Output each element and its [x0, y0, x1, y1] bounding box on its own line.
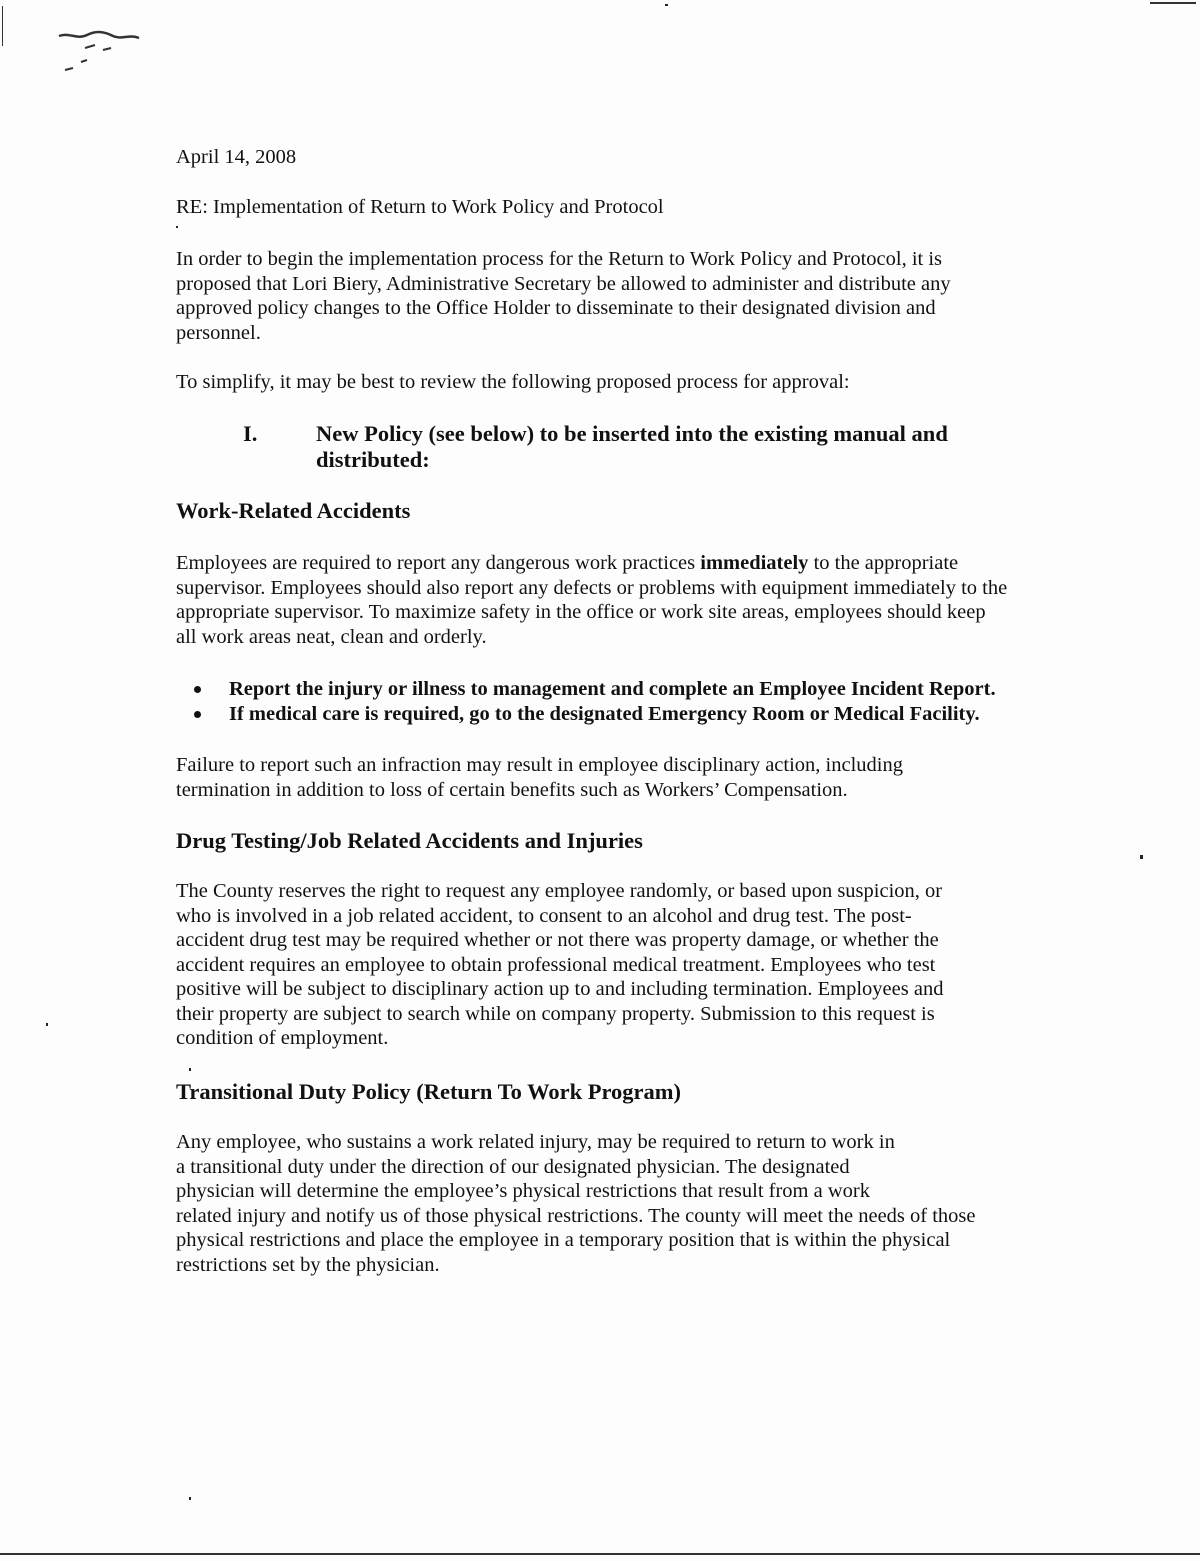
transitional-line: physician will determine the employee’s physical restrictions that result from a work	[176, 1180, 870, 1202]
transitional-line: a transitional duty under the direction of our designated physician. The designated	[176, 1155, 850, 1178]
scan-edge-bottom	[0, 1553, 1200, 1555]
work-related-line: supervisor. Employees should also report any defects or problems with equipment immediately to the	[176, 576, 1008, 599]
drug-testing-line: their property are subject to search while on company property. Submission to this request is	[176, 1002, 935, 1025]
scan-speck	[1140, 855, 1143, 859]
drug-testing-line: accident requires an employee to obtain professional medical treatment. Employees who test	[176, 953, 936, 976]
work-related-paragraph	[176, 551, 1007, 649]
drug-testing-heading: Drug Testing/Job Related Accidents and Injuries	[176, 828, 643, 853]
emphasis-immediately: immediately	[700, 552, 809, 574]
letter-date: April 14, 2008	[176, 146, 297, 168]
simplify-paragraph: To simplify, it may be best to review the following proposed process for approval:	[176, 371, 850, 393]
work-related-heading: Work-Related Accidents	[176, 498, 411, 523]
drug-testing-paragraph	[176, 879, 943, 1051]
work-related-line: all work areas neat, clean and orderly.	[176, 625, 487, 648]
bullet-text: Report the injury or illness to management and complete an Employee Incident Report.	[229, 678, 996, 700]
intro-line: In order to begin the implementation process for the Return to Work Policy and Protocol, it is	[176, 248, 943, 270]
list-item	[194, 677, 1054, 702]
bullet-text: If medical care is required, go to the designated Emergency Room or Medical Facility.	[229, 703, 980, 725]
work-related-line	[176, 551, 1007, 576]
intro-line: personnel.	[176, 321, 261, 344]
work-related-text: Employees are required to report any dangerous work practices	[176, 552, 701, 574]
intro-paragraph	[176, 247, 951, 345]
transitional-line: physical restrictions and place the employee in a temporary position that is within the physical	[176, 1229, 951, 1251]
scan-speck	[189, 1497, 191, 1500]
letter-subject: RE: Implementation of Return to Work Policy and Protocol	[176, 196, 664, 218]
section-title	[316, 421, 948, 473]
bullet-icon	[194, 686, 201, 693]
failure-line: Failure to report such an infraction may result in employee disciplinary action, including	[176, 754, 903, 776]
scan-speck	[46, 1023, 48, 1026]
drug-testing-line: The County reserves the right to request any employee randomly, or based upon suspicion, or	[176, 880, 943, 902]
section-numeral: I.	[243, 421, 258, 446]
transitional-heading: Transitional Duty Policy (Return To Work Program)	[176, 1079, 682, 1104]
drug-testing-line: accident drug test may be required whether or not there was property damage, or whether the	[176, 929, 939, 951]
drug-testing-line: positive will be subject to disciplinary action up to and including termination. Employees and	[176, 978, 944, 1000]
failure-line: termination in addition to loss of certain benefits such as Workers’ Compensation.	[176, 778, 848, 801]
scan-speck	[189, 1068, 191, 1071]
scan-edge-left	[2, 6, 3, 46]
transitional-paragraph	[176, 1130, 976, 1277]
drug-testing-line: who is involved in a job related accident, to consent to an alcohol and drug test. The post-	[176, 904, 912, 927]
transitional-line: restrictions set by the physician.	[176, 1253, 440, 1276]
work-related-line: appropriate supervisor. To maximize safety in the office or work site areas, employees should keep	[176, 601, 986, 623]
scan-speck	[665, 4, 668, 6]
transitional-line: Any employee, who sustains a work related injury, may be required to return to work in	[176, 1131, 895, 1153]
scan-speck	[176, 226, 178, 228]
section-title-line: New Policy (see below) to be inserted into the existing manual and	[316, 421, 948, 446]
bullet-icon	[194, 711, 201, 718]
scan-edge-top-right	[1150, 2, 1196, 4]
bullet-list	[194, 677, 1054, 727]
handwritten-mark-icon	[55, 26, 150, 81]
drug-testing-line: condition of employment.	[176, 1027, 389, 1049]
failure-paragraph	[176, 753, 903, 802]
transitional-line: related injury and notify us of those physical restrictions. The county will meet the needs of those	[176, 1204, 976, 1227]
section-title-line: distributed:	[316, 447, 430, 472]
work-related-text: to the appropriate	[808, 552, 959, 574]
list-item	[194, 702, 1054, 727]
intro-line: proposed that Lori Biery, Administrative Secretary be allowed to administer and distribute any	[176, 272, 951, 295]
intro-line: approved policy changes to the Office Holder to disseminate to their designated division and	[176, 297, 936, 319]
